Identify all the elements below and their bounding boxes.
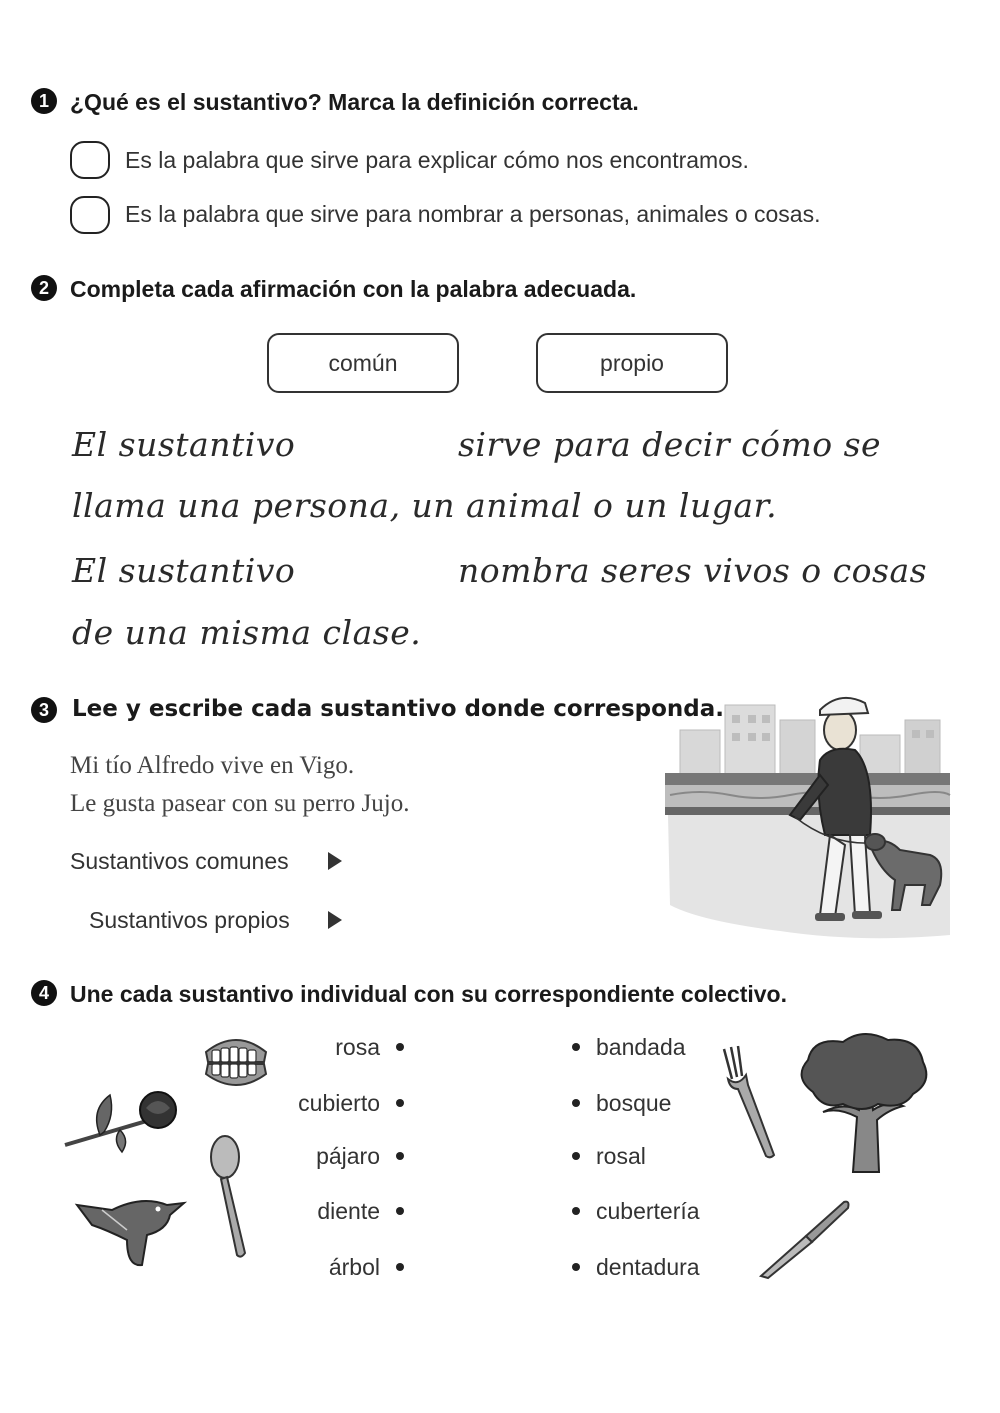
collective-word: dentadura — [596, 1254, 700, 1280]
individual-word: pájaro — [316, 1143, 380, 1169]
arrow-right-icon — [328, 911, 342, 929]
match-dot[interactable] — [572, 1152, 580, 1160]
sentence-1-start: El sustantivo — [72, 425, 296, 464]
match-dot[interactable] — [396, 1099, 404, 1107]
bird-icon — [72, 1185, 187, 1270]
option-1-checkbox[interactable] — [70, 141, 110, 179]
knife-icon — [756, 1198, 851, 1280]
man-walking-dog-illustration — [660, 685, 952, 943]
fork-icon — [718, 1045, 783, 1160]
sentence-1-continuation: llama una persona, un animal o un lugar. — [72, 486, 778, 525]
individual-word: diente — [317, 1198, 380, 1224]
sentence-1-end: sirve para decir cómo se — [458, 425, 882, 464]
exercise-3-title: Lee y escribe cada sustantivo donde corresponda. — [72, 696, 725, 722]
exercise-2-title: Completa cada afirmación con la palabra adecuada. — [70, 276, 637, 302]
exercise-2-number: 2 — [31, 275, 57, 301]
word-box-comun[interactable]: común — [267, 333, 459, 393]
match-dot[interactable] — [396, 1043, 404, 1051]
story-line-2: Le gusta pasear con su perro Jujo. — [70, 790, 410, 817]
exercise-1-number: 1 — [31, 88, 57, 114]
match-dot[interactable] — [572, 1043, 580, 1051]
collective-word: cubertería — [596, 1198, 700, 1224]
exercise-4-number: 4 — [31, 980, 57, 1006]
match-dot[interactable] — [572, 1207, 580, 1215]
proper-nouns-label: Sustantivos propios — [89, 907, 290, 933]
match-dot[interactable] — [396, 1207, 404, 1215]
individual-word: árbol — [328, 1254, 380, 1280]
exercise-3-number: 3 — [31, 697, 57, 723]
sentence-2-start: El sustantivo — [72, 551, 296, 590]
sentence-2-end: nombra seres vivos o cosas — [458, 551, 928, 590]
collective-word: rosal — [596, 1143, 646, 1169]
arrow-right-icon — [328, 852, 342, 870]
match-dot[interactable] — [396, 1263, 404, 1271]
tree-icon — [793, 1032, 933, 1177]
collective-word: bandada — [596, 1034, 686, 1060]
exercise-1-title: ¿Qué es el sustantivo? Marca la definición correcta. — [70, 89, 639, 115]
rose-icon — [60, 1080, 185, 1160]
story-line-1: Mi tío Alfredo vive en Vigo. — [70, 752, 355, 779]
collective-word: bosque — [596, 1090, 672, 1116]
match-dot[interactable] — [572, 1099, 580, 1107]
individual-word: cubierto — [298, 1090, 380, 1116]
option-2-checkbox[interactable] — [70, 196, 110, 234]
spoon-icon — [205, 1135, 255, 1260]
match-dot[interactable] — [396, 1152, 404, 1160]
word-box-propio[interactable]: propio — [536, 333, 728, 393]
individual-word: rosa — [335, 1034, 380, 1060]
exercise-4-title: Une cada sustantivo individual con su correspondiente colectivo. — [70, 981, 787, 1007]
sentence-2-continuation: de una misma clase. — [72, 613, 422, 652]
option-1-text: Es la palabra que sirve para explicar cómo nos encontramos. — [125, 147, 749, 173]
common-nouns-label: Sustantivos comunes — [70, 848, 289, 874]
option-2-text: Es la palabra que sirve para nombrar a personas, animales o cosas. — [125, 201, 821, 227]
teeth-icon — [200, 1030, 272, 1094]
match-dot[interactable] — [572, 1263, 580, 1271]
